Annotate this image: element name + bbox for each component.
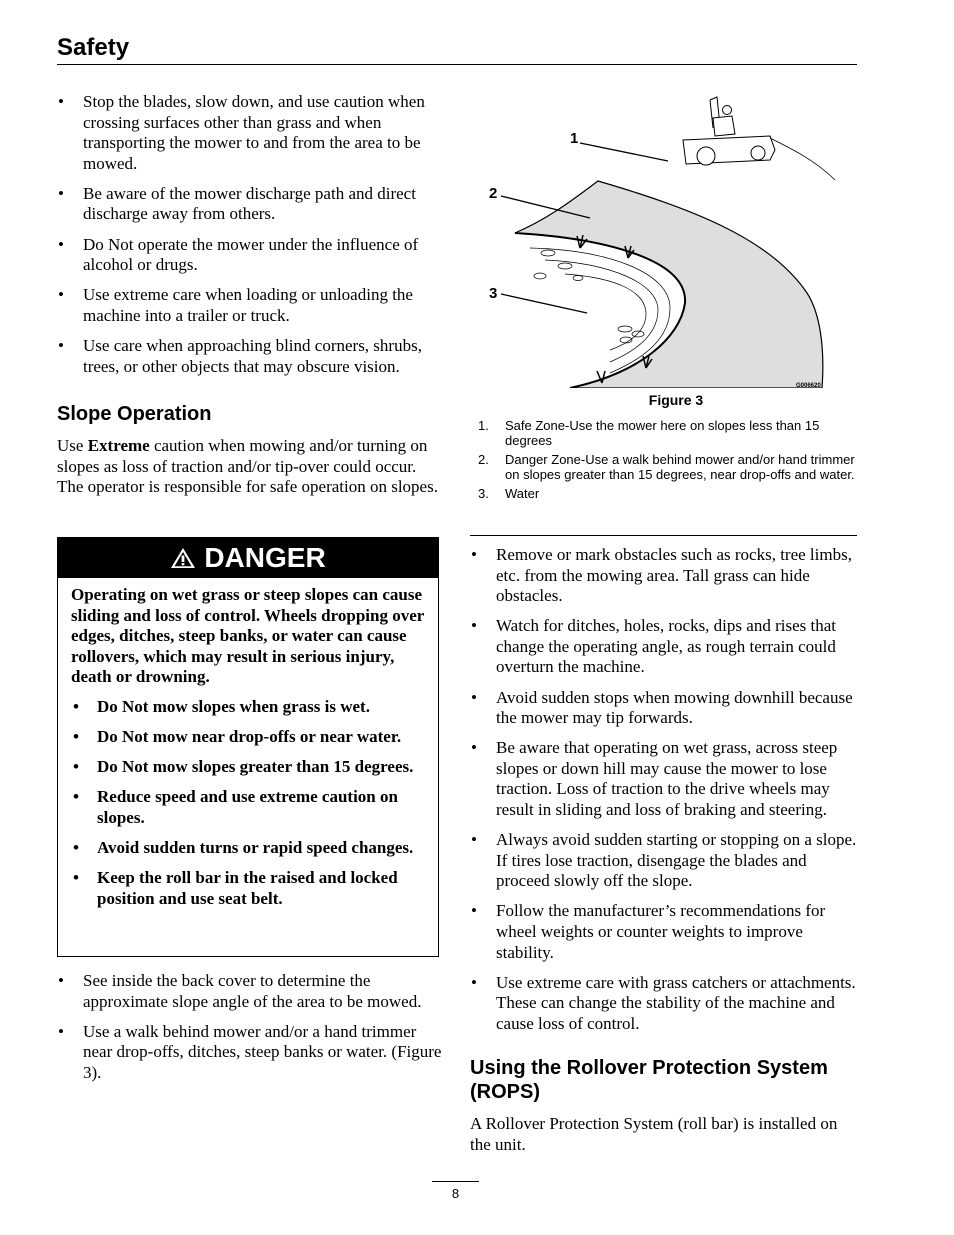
danger-list — [71, 697, 424, 909]
page-number: 8 — [451, 1186, 460, 1201]
list-item: • Keep the roll bar in the raised and locked position and use seat belt. — [71, 868, 424, 909]
warning-triangle-icon — [170, 546, 196, 570]
list-item: • Watch for ditches, holes, rocks, dips and rises that change the operating angle, as rough terrain could overturn the machine. — [470, 616, 860, 678]
list-item: • Remove or mark obstacles such as rocks, tree limbs, etc. from the mowing area. Tall grass can hide obstacles. — [470, 545, 860, 607]
mower-icon — [683, 97, 835, 180]
danger-body — [58, 578, 438, 909]
list-item: • Always avoid sudden starting or stopping on a slope. If tires lose traction, disengage the blades and proceed slowly off the slope. — [470, 830, 860, 892]
slope-zones-illustration — [470, 88, 860, 388]
list-item: • Do Not operate the mower under the influence of alcohol or drugs. — [57, 235, 445, 276]
legend-rule — [470, 535, 857, 536]
header-rule — [57, 64, 857, 65]
legend-item: 3. Water — [478, 486, 540, 501]
slope-bullet-list — [57, 971, 445, 1083]
safety-bullet-list — [57, 92, 445, 377]
list-item: • See inside the back cover to determine the approximate slope angle of the area to be mowed. — [57, 971, 445, 1012]
figure-caption: Figure 3 — [648, 392, 704, 408]
page-title: Safety — [57, 34, 130, 61]
list-item: • Do Not mow near drop-offs or near water. — [71, 727, 424, 748]
rops-heading: Using the Rollover Protection System (ROPS) — [470, 1057, 828, 1104]
figure-code: G006620 — [796, 383, 821, 388]
list-item: • Do Not mow slopes greater than 15 degrees. — [71, 757, 424, 778]
rops-paragraph: A Rollover Protection System (roll bar) is installed on the unit. — [470, 1114, 838, 1155]
danger-zone-shape — [515, 181, 823, 388]
callout-2: 2 — [489, 185, 498, 202]
legend-item: 1. Safe Zone-Use the mower here on slopes less than 15 degrees — [478, 418, 820, 448]
callout-1: 1 — [570, 130, 579, 147]
list-item: • Be aware that operating on wet grass, across steep slopes or down hill may cause the mower to lose traction. Loss of traction to the drive wheels may result in sliding and loss of braking and steering. — [470, 738, 860, 820]
list-item: • Do Not mow slopes when grass is wet. — [71, 697, 424, 718]
legend-item: 2. Danger Zone-Use a walk behind mower and/or hand trimmer on slopes greater than 15 degrees, near drop-offs and water. — [478, 452, 855, 482]
list-item: • Use a walk behind mower and/or a hand trimmer near drop-offs, ditches, steep banks or water. (Figure 3). — [57, 1022, 445, 1084]
list-item: • Follow the manufacturer’s recommendations for wheel weights or counter weights to improve stability. — [470, 901, 860, 963]
slope-operation-heading: Slope Operation — [57, 403, 212, 426]
danger-box — [57, 537, 439, 957]
danger-intro: Operating on wet grass or steep slopes can cause sliding and loss of control. Wheels dropping over edges, ditches, steep banks, or water can cause rollovers, which may result in serious injury, death or drowning. — [71, 585, 424, 687]
list-item: • Reduce speed and use extreme caution on slopes. — [71, 787, 424, 828]
right-column — [470, 545, 860, 1156]
list-item: • Avoid sudden turns or rapid speed changes. — [71, 838, 424, 859]
left-bottom-column — [57, 971, 445, 1093]
list-item: • Be aware of the mower discharge path and direct discharge away from others. — [57, 184, 445, 225]
figure-legend — [478, 418, 858, 505]
list-item: • Use extreme care when loading or unloading the machine into a trailer or truck. — [57, 285, 445, 326]
terrain-bullet-list — [470, 545, 860, 1034]
list-item: • Use extreme care with grass catchers or attachments. These can change the stability of the machine and cause loss of control. — [470, 973, 860, 1035]
left-column — [57, 92, 445, 498]
list-item: • Stop the blades, slow down, and use caution when crossing surfaces other than grass and when transporting the mower to and from the area to be mowed. — [57, 92, 445, 174]
danger-header — [58, 538, 438, 578]
danger-title: DANGER — [204, 542, 326, 573]
slope-operation-paragraph: Use Extreme caution when mowing and/or turning on slopes as loss of traction and/or tip-over could occur. The operator is responsible for safe operation on slopes. — [57, 436, 438, 497]
callout-3: 3 — [489, 285, 498, 302]
footer-rule — [432, 1181, 479, 1182]
list-item: • Use care when approaching blind corners, shrubs, trees, or other objects that may obscure vision. — [57, 336, 445, 377]
list-item: • Avoid sudden stops when mowing downhill because the mower may tip forwards. — [470, 688, 860, 729]
